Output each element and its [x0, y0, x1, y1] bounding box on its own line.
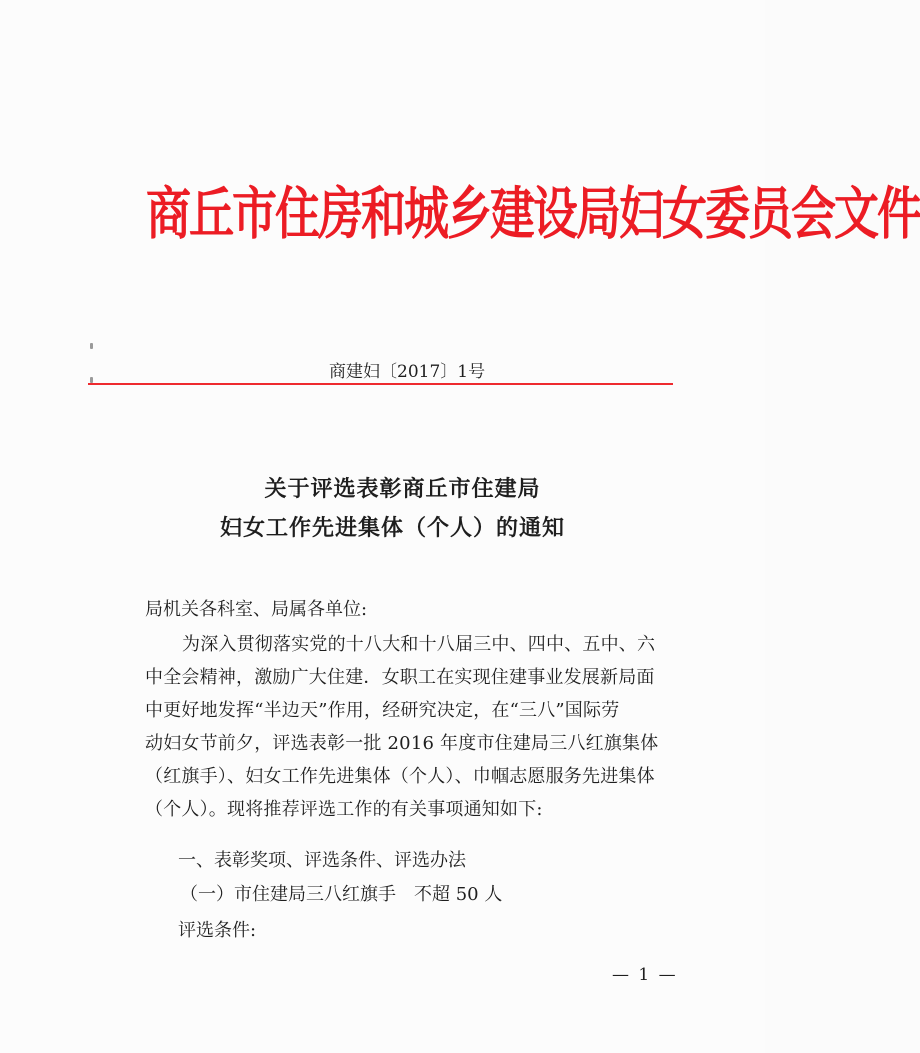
- body-paragraph-line: （个人）。现将推荐评选工作的有关事项通知如下:: [145, 799, 543, 820]
- section-heading: 一、表彰奖项、评选条件、评选办法: [178, 850, 466, 871]
- criteria-label: 评选条件:: [178, 920, 257, 941]
- document-masthead: 商丘市住房和城乡建设局妇女委员会文件: [146, 180, 920, 247]
- body-paragraph-line: 中更好地发挥“半边天”作用，经研究决定，在“三八”国际劳: [145, 700, 620, 721]
- body-paragraph-line: 动妇女节前夕，评选表彰一批 2016 年度市住建局三八红旗集体: [145, 733, 659, 754]
- subsection-heading: （一）市住建局三八红旗手 不超 50 人: [180, 884, 503, 905]
- body-paragraph-line: （红旗手）、妇女工作先进集体（个人）、巾帼志愿服务先进集体: [145, 766, 655, 787]
- body-paragraph-line: 为深入贯彻落实党的十八大和十八届三中、四中、五中、六: [182, 634, 656, 655]
- page-number: — 1 —: [612, 965, 678, 985]
- red-divider-line: [88, 383, 673, 385]
- document-number: 商建妇〔2017〕1号: [329, 362, 486, 382]
- body-paragraph-line: 中全会精神，激励广大住建．女职工在实现住建事业发展新局面: [145, 667, 655, 688]
- salutation: 局机关各科室、局属各单位:: [145, 599, 368, 620]
- margin-punch-mark: [90, 343, 93, 349]
- notice-title-line-2: 妇女工作先进集体（个人）的通知: [219, 515, 565, 541]
- notice-title-line-1: 关于评选表彰商丘市住建局: [264, 476, 541, 502]
